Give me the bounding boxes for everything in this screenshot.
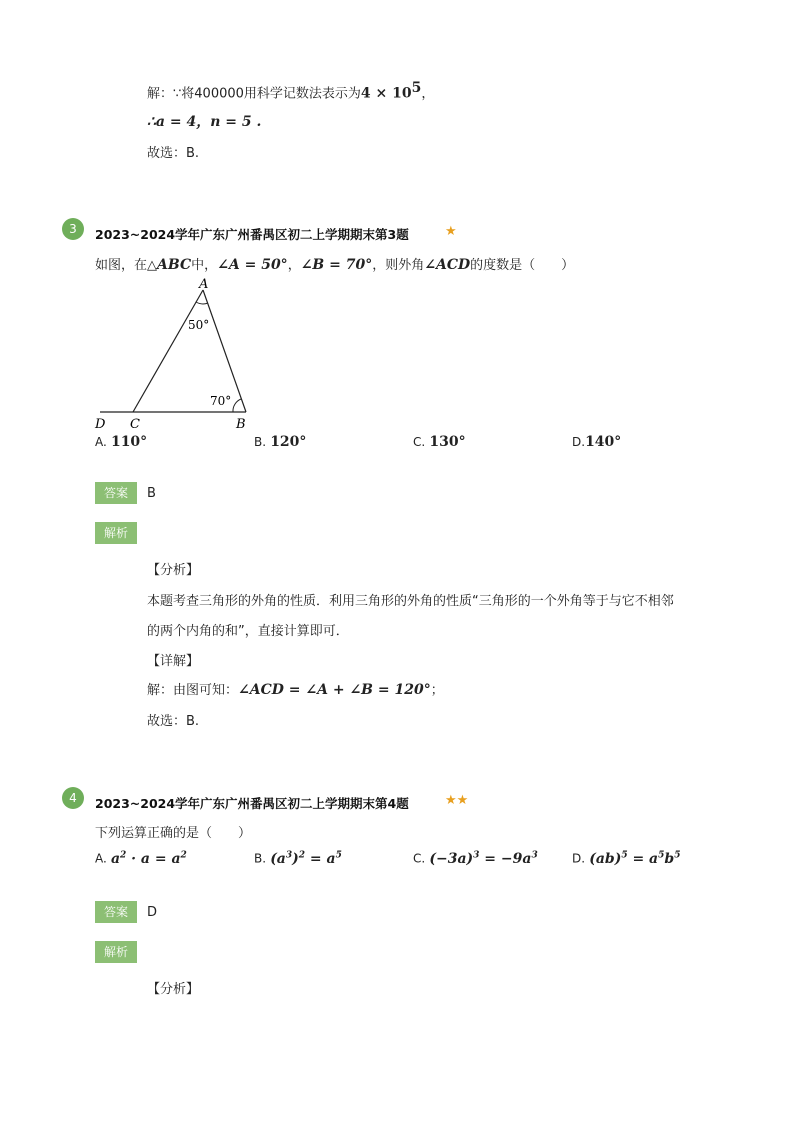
label-b: B xyxy=(236,417,246,432)
difficulty-star-icon: ★ xyxy=(445,224,457,239)
question-number-badge: 3 xyxy=(62,218,84,240)
question-source-header: 2023~2024学年广东广州番禺区初二上学期期末第4题 xyxy=(95,796,409,811)
question-stem: 如图，在△ABC中，∠A = 50°，∠B = 70°，则外角∠ACD的度数是（ ） xyxy=(95,257,575,273)
option-c[interactable]: C. 130° xyxy=(413,434,466,450)
option-b[interactable]: B. 120° xyxy=(254,434,307,450)
q2-solution-line1: 解：∵将400000用科学记数法表示为$4 \times 10^5$， xyxy=(147,80,435,102)
analysis-heading: 【分析】 xyxy=(147,563,200,578)
answer-value: B xyxy=(147,486,156,501)
detail-heading: 【详解】 xyxy=(147,654,200,669)
label-a: A xyxy=(199,277,209,292)
option-c[interactable]: C. $(-3a)^3 = -9a^3$ xyxy=(413,850,538,867)
analysis-tag: 解析 xyxy=(95,522,137,544)
detail-conclusion: 故选：B. xyxy=(147,714,200,729)
question-number-badge: 4 xyxy=(62,787,84,809)
option-d[interactable]: D. $(ab)^5 = a^5b^5$ xyxy=(572,850,681,867)
angle-a-label: 50° xyxy=(188,318,210,332)
triangle-figure xyxy=(90,275,260,435)
analysis-text-line1: 本题考查三角形的外角的性质．利用三角形的外角的性质“三角形的一个外角等于与它不相邻 xyxy=(147,594,674,609)
answer-value: D xyxy=(147,905,158,920)
detail-solution: 解：由图可知：∠ACD = ∠A + ∠B = 120°； xyxy=(147,682,444,698)
difficulty-star-icon: ★★ xyxy=(445,793,469,808)
option-a[interactable]: A. $a^2 \cdot a = a^2$ xyxy=(95,850,187,867)
question-source-header: 2023~2024学年广东广州番禺区初二上学期期末第3题 xyxy=(95,227,409,242)
label-d: D xyxy=(95,417,106,432)
angle-a-arc xyxy=(196,302,208,304)
analysis-text-line2: 的两个内角的和”，直接计算即可． xyxy=(147,624,349,639)
side-ca xyxy=(133,290,203,412)
analysis-heading: 【分析】 xyxy=(147,982,200,997)
label-c: C xyxy=(130,417,140,432)
option-d[interactable]: D.140° xyxy=(572,434,622,450)
q2-conclusion: 故选：B. xyxy=(147,146,200,161)
q2-solution-line2: ∴a = 4，n = 5 . xyxy=(147,114,262,130)
angle-b-arc xyxy=(233,399,241,412)
answer-tag: 答案 xyxy=(95,901,137,923)
answer-tag: 答案 xyxy=(95,482,137,504)
angle-b-label: 70° xyxy=(210,394,232,408)
option-a[interactable]: A. 110° xyxy=(95,434,148,450)
analysis-tag: 解析 xyxy=(95,941,137,963)
question-stem: 下列运算正确的是（ ） xyxy=(95,826,252,841)
option-b[interactable]: B. $(a^3)^2 = a^5$ xyxy=(254,850,342,867)
